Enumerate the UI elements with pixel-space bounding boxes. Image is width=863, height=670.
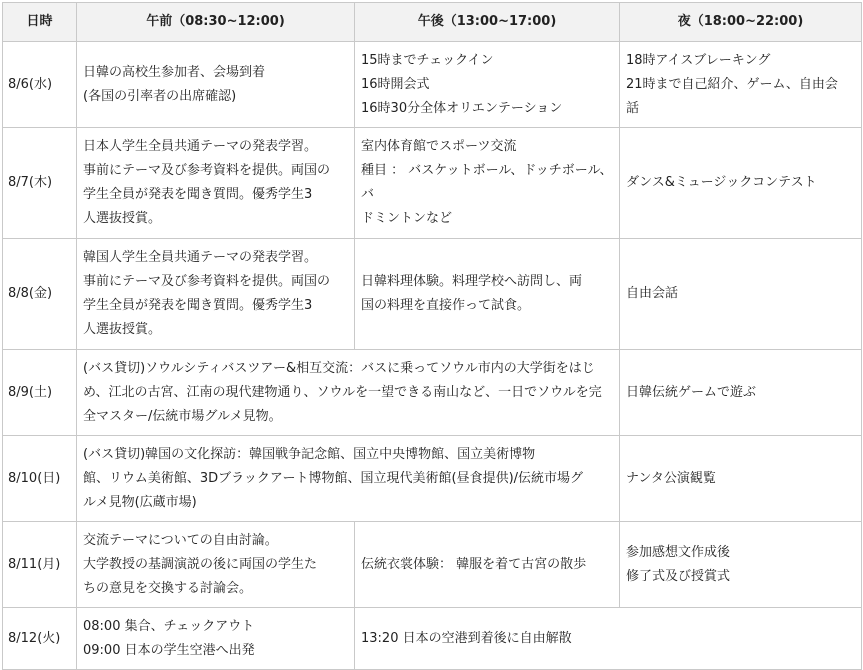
date-cell: 8/8(金): [3, 239, 77, 350]
cell-line: 自由会話: [626, 286, 679, 301]
table-row: [3, 239, 862, 350]
cell-line: 16時開会式: [361, 76, 430, 92]
cell-line: ナンタ公演観覧: [626, 470, 716, 486]
header-date: 日時: [3, 3, 77, 42]
night-cell: [620, 128, 862, 239]
cell-line: ちの意見を交換する討論会。: [83, 580, 253, 596]
afternoon-cell: [355, 42, 620, 128]
header-night: 夜（18:00~22:00): [620, 3, 862, 42]
cell-line: 修了式及び授賞式: [626, 568, 731, 584]
night-cell: [620, 350, 862, 436]
cell-line: 全マスター/伝統市場グルメ見物。: [83, 408, 282, 424]
cell-line: 人選抜授賞。: [83, 211, 162, 226]
date-cell: 8/6(水): [3, 42, 77, 128]
afternoon-cell: [355, 128, 620, 239]
cell-line: 日韓の高校生参加者、会場到着: [83, 64, 266, 80]
morning-cell: [77, 239, 355, 350]
cell-line: 13:20 日本の空港到着後に自由解散: [361, 630, 572, 646]
afternoon-night-cell: [355, 608, 862, 670]
cell-line: 学生全員が発表を聞き質問。優秀学生3: [83, 298, 313, 313]
afternoon-cell: [355, 239, 620, 350]
table-row: [3, 608, 862, 670]
morning-cell: [77, 522, 355, 608]
cell-line: (バス貸切)韓国の文化探訪：韓国戦争記念館、国立中央博物館、国立美術博物: [83, 446, 536, 462]
cell-line: ドミントンなど: [361, 211, 453, 226]
cell-line: (バス貸切)ソウルシティバスツアー&相互交流：バスに乗ってソウル市内の大学街をはじ: [83, 360, 595, 376]
cell-line: 参加感想文作成後: [626, 544, 731, 560]
cell-line: 話: [626, 100, 640, 116]
cell-line: 館、リウム美術館、3Dブラックアート博物館、国立現代美術館(昼食提供)/伝統市場グ: [83, 470, 584, 486]
cell-line: 韓国人学生全員共通テーマの発表学習。: [83, 250, 318, 265]
cell-line: 事前にテーマ及び参考資料を提供。両国の: [83, 163, 331, 178]
cell-line: め、江北の古宮、江南の現代建物通り、ソウルを一望できる南山など、一日でソウルを完: [83, 384, 602, 400]
date-cell: 8/9(土): [3, 350, 77, 436]
cell-line: 08:00 集合、チェックアウト: [83, 618, 255, 634]
date-cell: 8/7(木): [3, 128, 77, 239]
cell-line: 学生全員が発表を聞き質問。優秀学生3: [83, 187, 313, 202]
cell-line: (各国の引率者の出席確認): [83, 88, 237, 104]
cell-line: 16時30分全体オリエンテーション: [361, 100, 563, 116]
cell-line: 日本人学生全員共通テーマの発表学習。: [83, 139, 318, 154]
night-cell: [620, 42, 862, 128]
cell-line: 国の料理を直接作って試食。: [361, 298, 531, 313]
schedule-table: [2, 2, 862, 670]
morning-afternoon-cell: [77, 350, 620, 436]
cell-line: 事前にテーマ及び参考資料を提供。両国の: [83, 274, 331, 289]
cell-line: 15時までチェックイン: [361, 52, 494, 68]
date-cell: 8/11(月): [3, 522, 77, 608]
cell-line: 大学教授の基調演説の後に両国の学生た: [83, 556, 318, 572]
afternoon-cell: [355, 522, 620, 608]
morning-afternoon-cell: [77, 436, 620, 522]
morning-cell: [77, 128, 355, 239]
cell-line: 種目 ： バスケットボール、ドッチボール、バ: [361, 163, 613, 202]
night-cell: [620, 522, 862, 608]
morning-cell: [77, 42, 355, 128]
header-morning: 午前（08:30~12:00): [77, 3, 355, 42]
table-row: [3, 350, 862, 436]
table-row: [3, 436, 862, 522]
cell-line: 日韓伝統ゲームで遊ぶ: [626, 384, 757, 400]
date-cell: 8/12(火): [3, 608, 77, 670]
header-afternoon: 午後（13:00~17:00): [355, 3, 620, 42]
night-cell: [620, 239, 862, 350]
cell-line: ルメ見物(広蔵市場): [83, 494, 197, 510]
cell-line: 日韓料理体験。料理学校へ訪問し、両: [361, 274, 583, 289]
cell-line: 室内体育館でスポーツ交流: [361, 139, 517, 154]
cell-line: 09:00 日本の学生空港へ出発: [83, 642, 255, 658]
cell-line: ダンス&ミュージックコンテスト: [626, 175, 817, 190]
cell-line: 18時アイスブレーキング: [626, 52, 771, 68]
morning-cell: [77, 608, 355, 670]
cell-line: 21時まで自己紹介、ゲーム、自由会: [626, 76, 838, 92]
cell-line: 伝統衣裳体験： 韓服を着て古宮の散歩: [361, 556, 587, 572]
table-row: [3, 522, 862, 608]
header-row: [3, 3, 862, 42]
cell-line: 人選抜授賞。: [83, 322, 162, 337]
cell-line: 交流テーマについての自由討論。: [83, 532, 278, 548]
table-row: [3, 128, 862, 239]
date-cell: 8/10(日): [3, 436, 77, 522]
table-row: [3, 42, 862, 128]
night-cell: [620, 436, 862, 522]
